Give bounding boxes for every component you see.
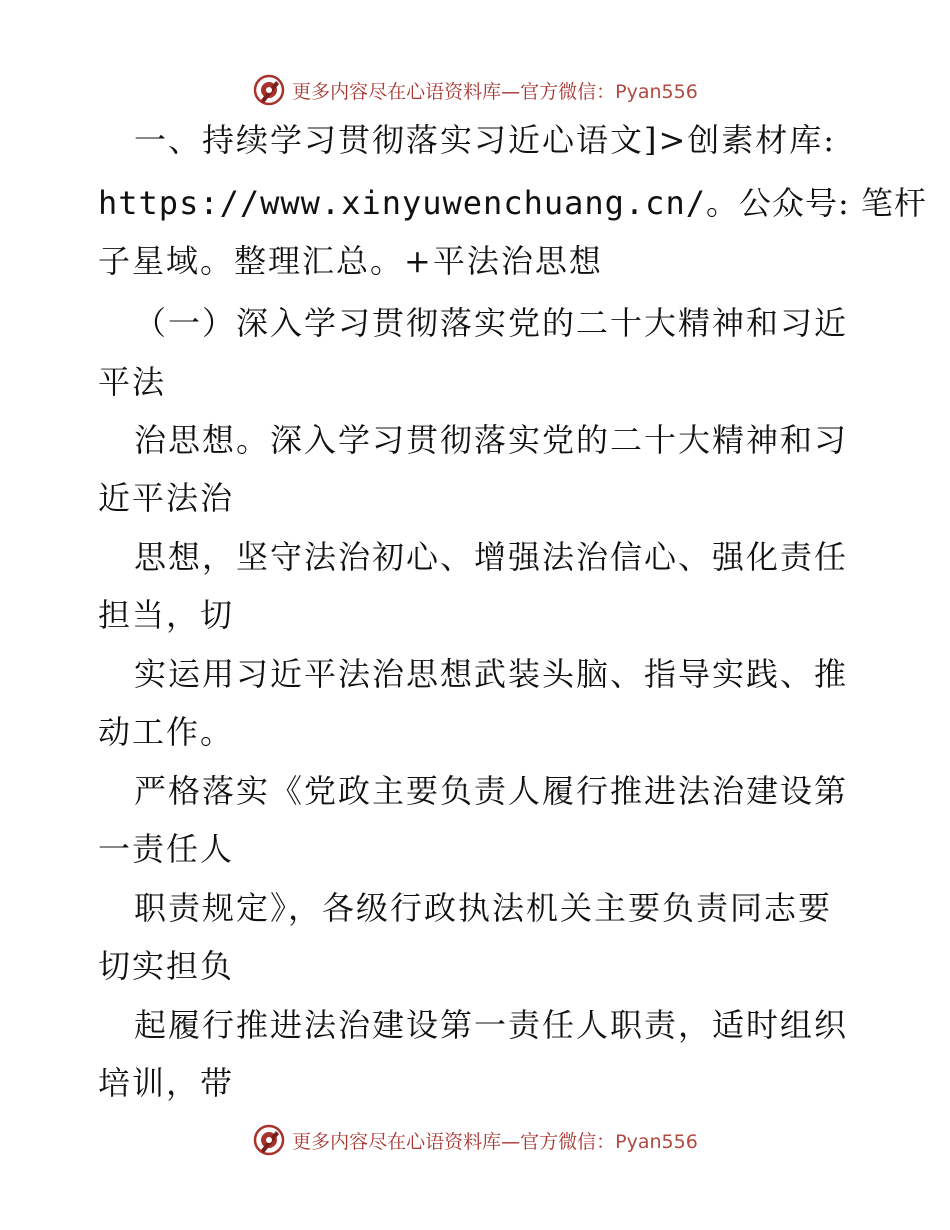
header-watermark-banner — [0, 70, 950, 110]
footer-banner-text — [292, 1127, 698, 1154]
text-line: 子星域。整理汇总。+平法治思想 — [98, 242, 603, 280]
footer-banner-label: 更多内容尽在心语资料库—官方微信： — [292, 1130, 616, 1153]
text-line: 思想，坚守法治初心、增强法治信心、强化责任 — [134, 538, 849, 576]
text-line: 近平法治 — [98, 479, 235, 517]
header-banner-text — [292, 77, 698, 104]
footer-watermark-banner — [0, 1120, 950, 1160]
text-line: 严格落实《党政主要负责人履行推进法治建设第 — [134, 772, 849, 810]
text-line: 担当，切 — [98, 596, 235, 634]
text-line: 切实担负 — [98, 947, 235, 985]
text-line: 平法 — [98, 363, 167, 401]
pen-logo-icon — [252, 1123, 286, 1157]
pen-logo-icon — [252, 73, 286, 107]
text-line — [98, 183, 927, 223]
text-line-tail: 。公众号: 笔杆 — [705, 184, 927, 222]
text-line: （一）深入学习贯彻落实党的二十大精神和习近 — [134, 304, 849, 342]
text-line: 职责规定》，各级行政执法机关主要负责同志要 — [134, 889, 833, 927]
text-line: 治思想。深入学习贯彻落实党的二十大精神和习 — [134, 421, 849, 459]
text-line: 动工作。 — [98, 713, 235, 751]
url-link[interactable]: https://www.xinyuwenchuang.cn/ — [98, 184, 706, 222]
text-line: 实运用习近平法治思想武装头脑、指导实践、推 — [134, 655, 849, 693]
text-line: 起履行推进法治建设第一责任人职责，适时组织 — [134, 1006, 849, 1044]
footer-wechat-id: Pyan556 — [615, 1130, 698, 1153]
header-wechat-id: Pyan556 — [615, 80, 698, 103]
text-line: 一、持续学习贯彻落实习近心语文]>创素材库: — [134, 121, 837, 159]
header-banner-label: 更多内容尽在心语资料库—官方微信： — [292, 80, 616, 103]
text-line: 培训，带 — [98, 1064, 235, 1102]
text-line: 一责任人 — [98, 830, 235, 868]
